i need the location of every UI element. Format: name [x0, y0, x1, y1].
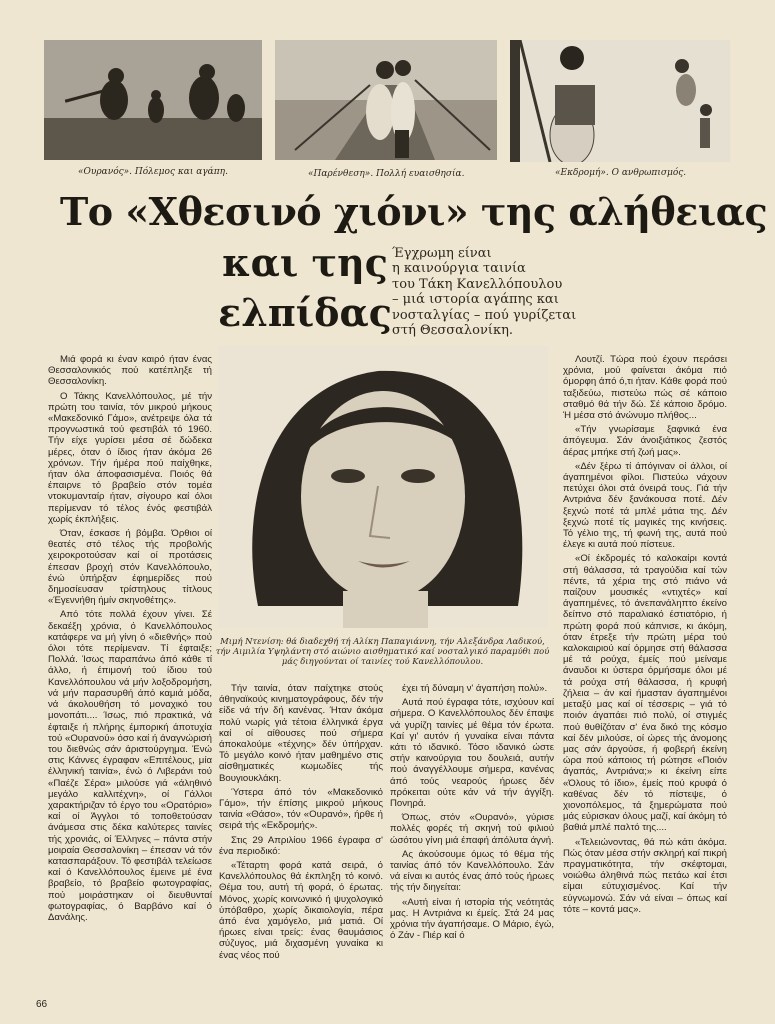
article-column-4	[563, 354, 727, 918]
headline-line2: και της	[222, 240, 388, 285]
paragraph: Αυτά πού έγραφα τότε, ισχύουν καί σήμερα. Ο Κανελλόπουλος δέν έπαψε νά γυρίζη ταινίες μέ θέμα τόν έρωτα. Καί γι' αυτόν ή γυναίκα είναι πάντα κάτι τό ιδανικό. Τόσο ιδανικό ώστε στήν καινούργια του δουλειά, αυτήν πού άναγγέλλουμε σήμερα, κανένας άπό τούς νεαρούς ήρωες δέν πρόκειται ούτε κάν νά τήν άγγίξη. Πονηρά.	[390, 697, 554, 810]
photo-excursion	[510, 40, 730, 162]
paragraph: Τήν ταινία, όταν παίχτηκε στούς άθηναϊκούς κινηματογράφους, δέν τήν είδε νά τήν δή κανένας. Ήταν άκόμα πολύ νωρίς γιά τέτοια έλληνικά έργα καί οί αίθουσες πού σήμερα άποκαλούμε «τέχνης» δέν ύπήρχαν. Τό μεγάλο κοινό ήταν μαθημένο στις αίσθηματικές κωμωδίες τής Βουγιουκλάκη.	[219, 683, 383, 784]
intro-line: η καινούργια ταινία	[392, 261, 526, 277]
excursion-illustration	[510, 40, 730, 162]
paragraph: Όταν, έσκασε ή βόμβα. Όρθιοι οί θεατές στό τέλος τής προβολής χειροκροτούσαν καί οί προτάσεις έπεσαν βροχή στόν Κανελλόπουλο, ένώ ύπήρξαν έφημερίδες πού δημοσίευσαν τρίστηλους τίτλους «Έγεννήθη ήμίν σκηνοθέτης».	[48, 528, 212, 607]
paragraph: Ο Τάκης Κανελλόπουλος, μέ τήν πρώτη του ταινία, τόν μικρού μήκους «Μακεδονικό Γάμο», ανέτρεψε όλα τά προγνωστικά τού φεστιβάλ τό 1960. Τήν είχε γυρίσει μέσα σέ δώδεκα μέρες, όταν ό ίδιος ήταν άκόμα 26 χρόνων. Τήν ήμέρα πού παίχθηκε, ήταν όλα άποφασισμένα. Ποιός θά έπαιρνε τό βραβείο στόν τομέα ντοκυμανταίρ ήταν, σίγουρο καί όλοι περίμεναν τό τέλος ένός φεστιβάλ χωρίς έκπλήξεις.	[48, 390, 212, 525]
intro-line: του Τάκη Κανελλόπουλου	[392, 276, 563, 292]
paragraph: Ας άκούσουμε όμως τό θέμα τής ταινίας άπό τόν Κανελλόπουλο. Σάν νά είναι κι αυτός ένας άπό τούς ήρωες τής τήν διηγείται:	[390, 848, 554, 894]
intro-line: Έγχρωμη είναι	[392, 246, 492, 261]
article-column-2	[219, 683, 383, 964]
paragraph: «Αυτή είναι ή ιστορία τής νεότητάς μας. Η Αντριάνα κι έμείς. Στά 24 μας χρόνια τήν άγαπήσαμε. Ο Μάριο, έγώ, ό Ζάν - Πιέρ καί ό	[390, 896, 554, 942]
paragraph: «Τέταρτη φορά κατά σειρά, ό Κανελλόπουλος θά έκπληξη τό κοινό. Θέμα του, αυτή τή φορά, ό έρωτας. Μόνος, χωρίς κοινωνικό ή ψυχολογικό ύπόβαθρο, χωρίς δικαιολογία, πέρα άπό ένα χαμόγελο, μιά ματιά. Οί ήρωες είναι τρείς: ένας θαυμάσιος σύζυγος, μιά διχασμένη γυναίκα κι ένας νέος πού	[219, 860, 383, 961]
paragraph: Ύστερα άπό τόν «Μακεδονικό Γάμο», τήν έπίσης μικρού μήκους ταινία «Θάσο», τόν «Ουρανό», ήρθε ή σειρά τής «Εκδρομής».	[219, 786, 383, 832]
intro-line: στή Θεσσαλονίκη.	[392, 323, 514, 339]
paragraph: «Οί έκδρομές τό καλοκαίρι κοντά στή θάλασσα, τά τραγούδια καί τών πέντε, τά χέρια της στό πιάνο νά παίζουν μουσικές «ντιχτές» καί άγαπημένες, τό άνεπανάληπτο έκείνο δείπνο στό παραλιακό έστιατόριο, ή πρώτη φορά πού κάπνισε, κι άκόμη, όταν έτρεξε τήν πρώτη μέρα τού καλοκαιριού καί όρμησε στή θάλασσα μέ τά ρούχα, έμείς πού μείναμε άναυδοι κι ύστερα όρμήσαμε όλοι μέ τά ρούχα στή θάλασσα, ή κρυφή ζήλεια – άν καί ήμασταν άγαπημένοι μεταξύ μας καί οί τέσσερις – γιά τό ποιόν άγαπάει πιό πολύ, οί στιγμές πού θυθίζόταν σ' ένα δικό της κόσμο καί δέν μιλούσε, οί ώρες τής άνομοης μας σάν άργούσε, ή φοβερή έκείνη ώρα πού κάποιος τή ρώτησε «Ποιόν άγαπάς, Αντριάνα;» κι έκείνη είπε «Όλους τό ίδιο», έμείς πού κρυφά ό καθένας δέν τό πίστεψε, ό χιονοπόλεμος, τά ξημερώματα πού μάς εύρισκαν όλους μαζί, καί άκόμη τό βαθιά μπλέ παλτό της....	[563, 553, 727, 834]
article-column-3	[390, 683, 554, 944]
paragraph: Λουτζί. Τώρα πού έχουν περάσει χρόνια, μού φαίνεται άκόμα πιό όμορφη άπό ό,τι ήταν. Κάθε φορά πού ταξιδεύω, πιστεύω πώς σέ κάποιο σταθμό θά τήν δώ. Σέ κάποιο δρόμο. Ή μέσα στό άνώνυμο πλήθος...	[563, 354, 727, 422]
pier-illustration	[275, 40, 497, 160]
headline-line1: Το «Χθεσινό χιόνι» της αλήθειας	[60, 189, 768, 234]
portrait-caption: Μιμή Ντενίση: θά διαδεχθή τή Αλίκη Παπαγιάννη, τήν Αλεξάνδρα Λαδικού, τήν Αιμιλία Υψηλάντη στό αιώνιο αισθηματικό καί νοσταλγικό παραμύθι πού μάς διηγούνται οί ταινίες τού Κανελλόπουλου.	[215, 636, 550, 667]
paragraph: «Δέν ξέρω τί άπόγιναν οί άλλοι, οί άγαπημένοι φίλοι. Πιστεύω νάχουν πετύχει όλοι στά όνειρά τους. Γιά τήν Αντριάνα δέν ξανάκουσα ποτέ. Δέν ξεχνώ ποτέ τά μπλέ μάτια της. Δέν ξεχνώ ποτέ τίς μαγικές της κινήσεις. Τό γέλιο της, τή φωνή της, αυτά πού έλεγε κι αυτά πού πίστευε.	[563, 460, 727, 551]
headline-line3: ελπίδας	[218, 290, 392, 335]
paragraph: «Τήν γνωρίσαμε ξαφνικά ένα άπόγευμα. Σάν άνοιξιάτικος ζεστός άέρας μπήκε στή ζωή μας».	[563, 424, 727, 458]
photo-couple-pier	[275, 40, 497, 160]
paragraph: Μιά φορά κι έναν καιρό ήταν ένας Θεσσαλονικιός πού κατέπληξε τή Θεσσαλονίκη.	[48, 354, 212, 388]
paragraph: Στις 29 Απριλίου 1966 έγραφα σ' ένα περιοδικό:	[219, 834, 383, 857]
intro-deck	[392, 246, 712, 338]
photo-war-soldiers	[44, 40, 262, 160]
paragraph: Από τότε πολλά έχουν γίνει. Σέ δεκαέξη χρόνια, ό Κανελλόπουλος κατάφερε να μή γίνη ό «διεθνής» πού όλοι τότε περίμεναν. Τί έφταιξε; Πολλά. Ίσως παραπάνω άπό κάθε τί άλλο, ή έπιμονή τού ίδιου τού Κανελλόπουλου νά μήν λοξοδρομήση, νά μήν παρασυρθή άπό καμιά μόδα, νά άκολουθήση τό μοναχικό του μονοπάτι.... Ίσως, πιό πρακτικά, νά έφταιξε ή πλήρης έμπορική άποτυχία τού «Ουρανού» όσο καί ή άναγνώρισή του διεθνώς σάν άριστούργημα. Ένώ στις Κάννες έγραφαν «Επιτέλους, μία έλληνική ταινία», ένώ ό Λιβεράνι τού «Παέζε Σέρα» μιλούσε γιά «άληθινό μεγάλο καλλιτέχνη», οί Γάλλοι χαρακτήριζαν τό έργο του «Ορατόριο» καί οί Άγγλοι τό τοποθετούσαν άνάμεσα στις δέκα καλύτερες ταινίες τής χρονιάς, οί Έλληνες – πάντα στήν μοιραία Θεσσαλονίκη – έπεσαν νά τόν κατασπαράξουν. Τό φεστιβάλ τελείωσε καί ό Κανελλόπουλος έμεινε μέ ένα βραβείο, τό βραβείο φωτογραφίας, πού μοιράστηκαν οί διευθυνταί φωτογραφίας, ό Βαρβάνο καί ό Δανάλης.	[48, 609, 212, 923]
portrait-photo	[218, 346, 548, 628]
paragraph: «Τελειώνοντας, θά πώ κάτι άκόμα. Πώς όταν μέσα στήν σκληρή καί πικρή πραγματικότητα, τήν σκέφτομαι, νοιώθω άληθινά πώς πετάω καί έτσι είμαι εύτυχισμένος. Καί τήν εύγνωμονώ. Σάν νά είναι – όπως καί τότε – κοντά μας».	[563, 836, 727, 915]
portrait-illustration	[218, 346, 548, 628]
article-column-1	[48, 354, 212, 926]
photo-caption-ekdromi: «Εκδρομή». Ο ανθρωπισμός.	[555, 168, 687, 178]
paragraph: Όπως, στόν «Ουρανό», γύρισε πολλές φορές τή σκηνή τού φιλιού ώσότου γίνη μιά έπαφή άπόλυτα άγνή.	[390, 812, 554, 846]
photo-caption-ouranos: «Ουρανός». Πόλεμος και αγάπη.	[78, 167, 228, 177]
intro-line: – μιά ιστορία αγάπης και	[392, 292, 559, 308]
soldiers-illustration	[44, 40, 262, 160]
photo-caption-parenthesi: «Παρένθεση». Πολλή ευαισθησία.	[308, 169, 465, 179]
intro-line: νοσταλγίας – πού γυρίζεται	[392, 307, 577, 323]
page-number: 66	[36, 999, 48, 1010]
paragraph: έχει τή δύναμη ν' άγαπήση πολύ».	[402, 683, 548, 694]
